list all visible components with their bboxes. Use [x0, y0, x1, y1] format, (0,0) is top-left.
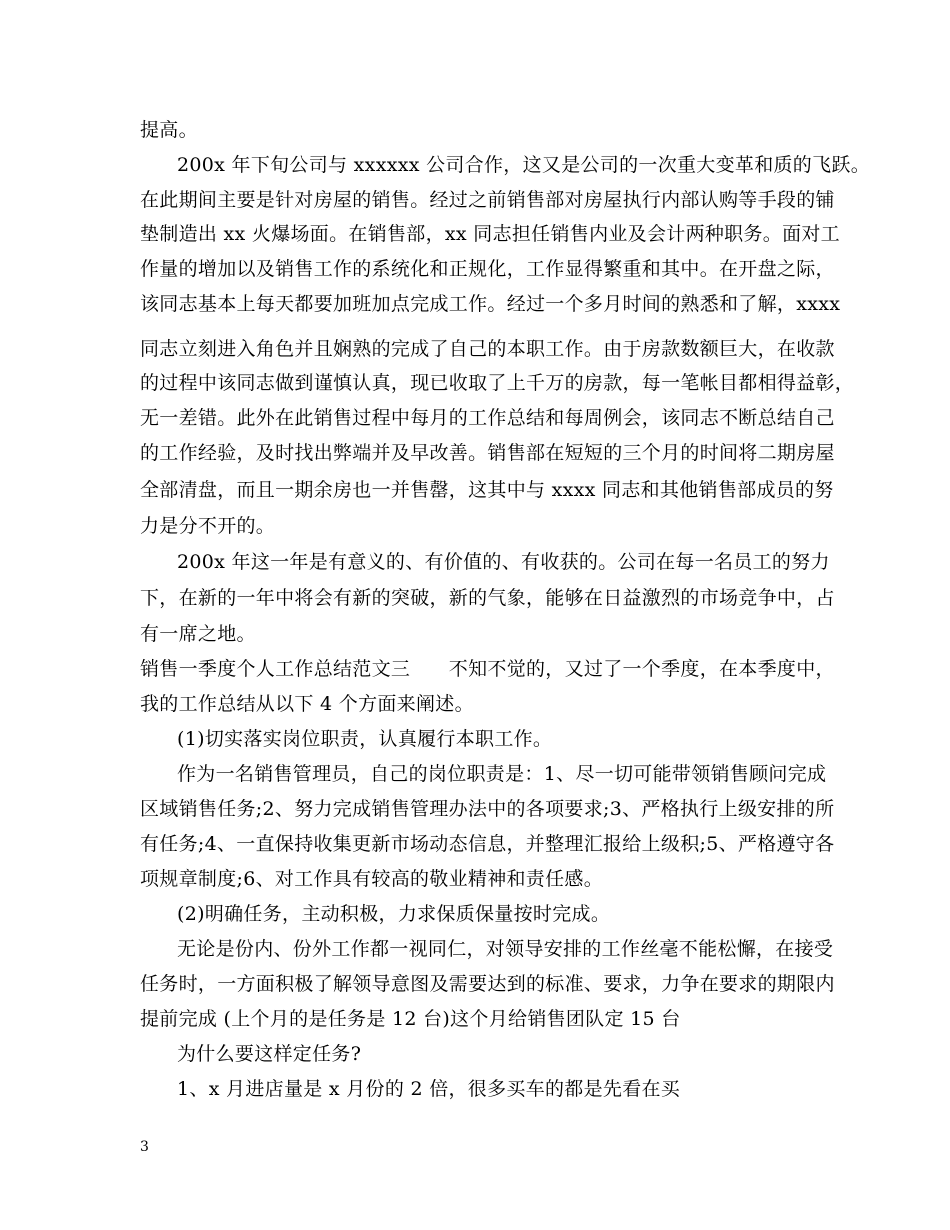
- paragraph-start: 无论是份内、份外工作都一视同仁，对领导安排的工作丝毫不能松懈，在接受: [177, 938, 834, 960]
- text-line: 我的工作总结从以下 4 个方面来阐述。: [140, 693, 474, 715]
- subheading: (1)切实落实岗位职责，认真履行本职工作。: [177, 728, 553, 750]
- text-line: 作量的增加以及销售工作的系统化和正规化，工作显得繁重和其中。在开盘之际，: [140, 258, 835, 280]
- paragraph-start: 为什么要这样定任务?: [177, 1043, 362, 1065]
- text-line: 全部清盘，而且一期余房也一并售罄，这其中与 xxxx 同志和其他销售部成员的努: [140, 479, 834, 501]
- subheading: (2)明确任务，主动积极，力求保质保量按时完成。: [177, 903, 611, 925]
- text-line: 提前完成 (上个月的是任务是 12 台)这个月给销售团队定 15 台: [140, 1008, 681, 1030]
- paragraph-start: 作为一名销售管理员，自己的岗位职责是：1、尽一切可能带领销售顾问完成: [177, 763, 827, 785]
- paragraph-start: 200x 年这一年是有意义的、有价值的、有收获的。公司在每一名员工的努力: [177, 551, 830, 573]
- text-line: 无一差错。此外在此销售过程中每月的工作总结和每周例会，该同志不断总结自己: [140, 407, 835, 429]
- text-line: 该同志基本上每天都要加班加点完成工作。经过一个多月时间的熟悉和了解，xxxx: [140, 293, 841, 315]
- text-line: 在此期间主要是针对房屋的销售。经过之前销售部对房屋执行内部认购等手段的铺: [140, 189, 835, 211]
- page-number: 3: [140, 1139, 149, 1155]
- text-line: 任务时，一方面积极了解领导意图及需要达到的标准、要求，力争在要求的期限内: [140, 973, 835, 995]
- text-line: 项规章制度;6、对工作具有较高的敬业精神和责任感。: [140, 868, 603, 890]
- text-line: 提高。: [140, 119, 198, 141]
- text-line: 下，在新的一年中将会有新的突破，新的气象，能够在日益激烈的市场竞争中，占: [140, 587, 835, 609]
- paragraph-start: 1、x 月进店量是 x 月份的 2 倍，很多买车的都是先看在买: [177, 1078, 681, 1100]
- text-line: 有任务;4、一直保持收集更新市场动态信息，并整理汇报给上级积;5、严格遵守各: [140, 833, 835, 855]
- text-line: 垫制造出 xx 火爆场面。在销售部，xx 同志担任销售内业及会计两种职务。面对工: [140, 223, 840, 245]
- text-line: 的过程中该同志做到谨慎认真，现已收取了上千万的房款，每一笔帐目都相得益彰，: [140, 372, 855, 394]
- section-heading-line: 销售一季度个人工作总结范文三 不知不觉的，又过了一个季度，在本季度中，: [140, 658, 835, 680]
- text-line: 力是分不开的。: [140, 515, 276, 537]
- text-line: 同志立刻进入角色并且娴熟的完成了自己的本职工作。由于房款数额巨大，在收款: [140, 338, 835, 360]
- text-line: 区域销售任务;2、努力完成销售管理办法中的各项要求;3、严格执行上级安排的所: [140, 798, 835, 820]
- text-line: 有一席之地。: [140, 623, 256, 645]
- paragraph-start: 200x 年下旬公司与 xxxxxx 公司合作，这又是公司的一次重大变革和质的飞跃。: [177, 154, 870, 176]
- text-line: 的工作经验，及时找出弊端并及早改善。销售部在短短的三个月的时间将二期房屋: [140, 442, 835, 464]
